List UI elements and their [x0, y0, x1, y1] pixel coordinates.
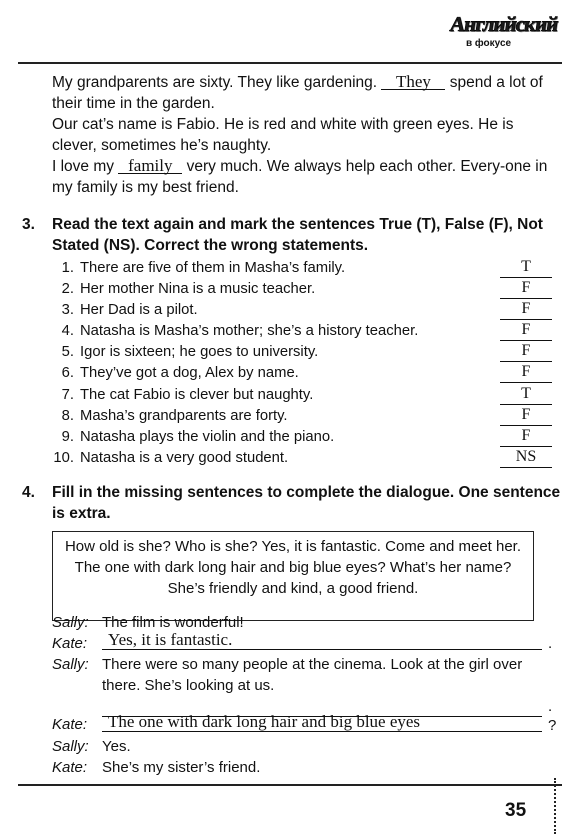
- paragraph-family: I love my family very much. We always help each other. Every-one in my family is my best friend.: [52, 156, 548, 196]
- sentence-bank-box: How old is she? Who is she? Yes, it is fantastic. Come and meet her. The one with dark long hair and big blue eyes? What’s her name? She’s friendly and kind, a good friend.: [52, 531, 534, 621]
- list-item: 2. Her mother Nina is a music teacher. F: [52, 279, 552, 300]
- list-item: 10. Natasha is a very good student. NS: [52, 448, 552, 469]
- speaker-label: Sally:: [52, 656, 89, 673]
- textbook-logo: [450, 12, 562, 58]
- answer-field[interactable]: F: [500, 321, 552, 341]
- speaker-label: Kate:: [52, 635, 88, 652]
- list-item: 7. The cat Fabio is clever but naughty. T: [52, 385, 552, 406]
- list-item: 3. Her Dad is a pilot. F: [52, 300, 552, 321]
- list-item: 5. Igor is sixteen; he goes to university. F: [52, 342, 552, 363]
- speaker-label: Kate:: [52, 716, 88, 733]
- page-edge-dots: [554, 778, 556, 834]
- true-false-list: [52, 258, 552, 469]
- answer-field[interactable]: The one with dark long hair and big blue eyes: [102, 712, 542, 732]
- answer-field[interactable]: T: [500, 385, 552, 405]
- footer-rule: [18, 784, 562, 786]
- handwritten-answer: family: [118, 158, 182, 174]
- paragraph-grandparents: My grandparents are sixty. They like gardening. They spend a lot of their time in the garden.: [52, 72, 543, 112]
- answer-field[interactable]: F: [500, 279, 552, 299]
- speaker-label: Sally:: [52, 614, 89, 631]
- answer-field[interactable]: F: [500, 406, 552, 426]
- list-item: 4. Natasha is Masha’s mother; she’s a history teacher. F: [52, 321, 552, 342]
- handwritten-answer: They: [381, 74, 445, 90]
- answer-field[interactable]: T: [500, 258, 552, 278]
- dialogue-line: The film is wonderful!: [102, 614, 244, 631]
- answer-field[interactable]: F: [500, 363, 552, 383]
- dialogue-line: There were so many people at the cinema. Look at the girl over there. She’s looking at us.: [102, 656, 523, 694]
- task-number: 4.: [22, 484, 35, 501]
- task-number: 3.: [22, 216, 35, 233]
- page-number: 35: [505, 800, 527, 821]
- dialogue-line: Yes.: [102, 738, 131, 755]
- task-instruction: Fill in the missing sentences to complete the dialogue. One sentence is extra.: [52, 484, 561, 522]
- logo-title: Английский: [448, 12, 560, 36]
- speaker-label: Kate:: [52, 759, 88, 776]
- logo-subtitle: в фокусе: [466, 38, 512, 49]
- dialogue-line: She’s my sister’s friend.: [102, 759, 261, 776]
- reading-text: [52, 72, 560, 198]
- speaker-label: Sally:: [52, 738, 89, 755]
- answer-field[interactable]: NS: [500, 448, 552, 468]
- answer-field[interactable]: F: [500, 300, 552, 320]
- list-item: 9. Natasha plays the violin and the piano. F: [52, 427, 552, 448]
- list-item: 8. Masha’s grandparents are forty. F: [52, 406, 552, 427]
- answer-field[interactable]: F: [500, 427, 552, 447]
- list-item: 6. They’ve got a dog, Alex by name. F: [52, 363, 552, 384]
- paragraph-cat: Our cat’s name is Fabio. He is red and white with green eyes. He is clever, sometimes he’s naughty.: [52, 116, 514, 154]
- answer-field[interactable]: Yes, it is fantastic.: [102, 630, 542, 650]
- header-rule: [18, 62, 562, 64]
- task-instruction: Read the text again and mark the sentences True (T), False (F), Not Stated (NS). Correct the wrong statements.: [52, 216, 543, 254]
- answer-field[interactable]: F: [500, 342, 552, 362]
- list-item: 1. There are five of them in Masha’s family. T: [52, 258, 552, 279]
